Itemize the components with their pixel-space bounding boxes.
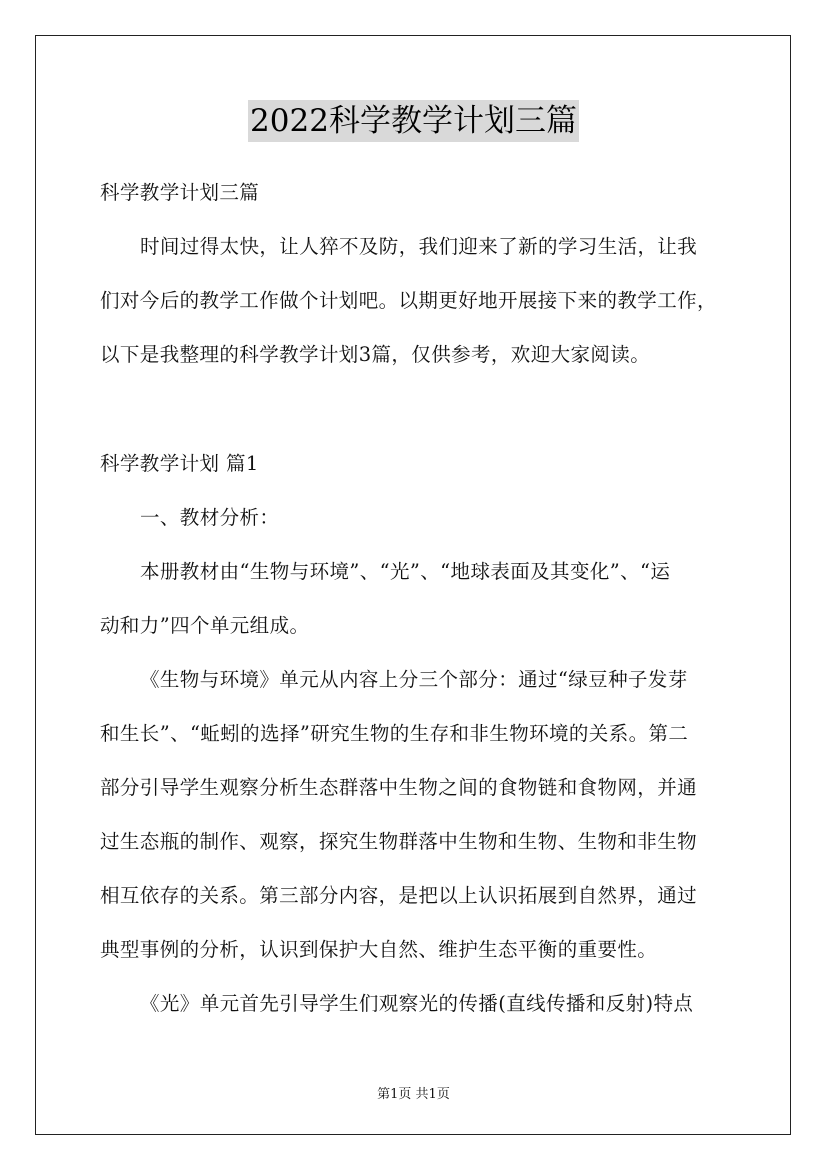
para2-line-6: 典型事例的分析，认识到保护大自然、维护生态平衡的重要性。	[100, 938, 658, 961]
para1-line-1: 本册教材由“生物与环境”、“光”、“地球表面及其变化”、“运	[140, 560, 671, 583]
title-container	[0, 100, 827, 142]
subtitle: 科学教学计划三篇	[100, 181, 260, 204]
para2-line-1: 《生物与环境》单元从内容上分三个部分：通过“绿豆种子发芽	[140, 668, 688, 691]
para3-line-1: 《光》单元首先引导学生们观察光的传播(直线传播和反射)特点	[140, 992, 694, 1015]
document-title: 2022科学教学计划三篇	[248, 100, 579, 142]
intro-line-2: 们对今后的教学工作做个计划吧。以期更好地开展接下来的教学工作，	[100, 289, 717, 312]
para2-line-4: 过生态瓶的制作、观察，探究生物群落中生物和生物、生物和非生物	[100, 830, 698, 853]
page-footer: 第1页 共1页	[377, 1087, 450, 1102]
intro-line-3: 以下是我整理的科学教学计划3篇，仅供参考，欢迎大家阅读。	[100, 343, 651, 366]
para2-line-5: 相互依存的关系。第三部分内容，是把以上认识拓展到自然界，通过	[100, 884, 698, 907]
para2-line-3: 部分引导学生观察分析生态群落中生物之间的食物链和食物网，并通	[100, 776, 698, 799]
para2-line-2: 和生长”、“蚯蚓的选择”研究生物的生存和非生物环境的关系。第二	[100, 722, 689, 745]
heading-textbook-analysis: 一、教材分析：	[140, 506, 280, 529]
section-title: 科学教学计划 篇1	[100, 452, 259, 475]
para1-line-2: 动和力”四个单元组成。	[100, 614, 310, 637]
intro-line-1: 时间过得太快，让人猝不及防，我们迎来了新的学习生活，让我	[140, 235, 698, 258]
